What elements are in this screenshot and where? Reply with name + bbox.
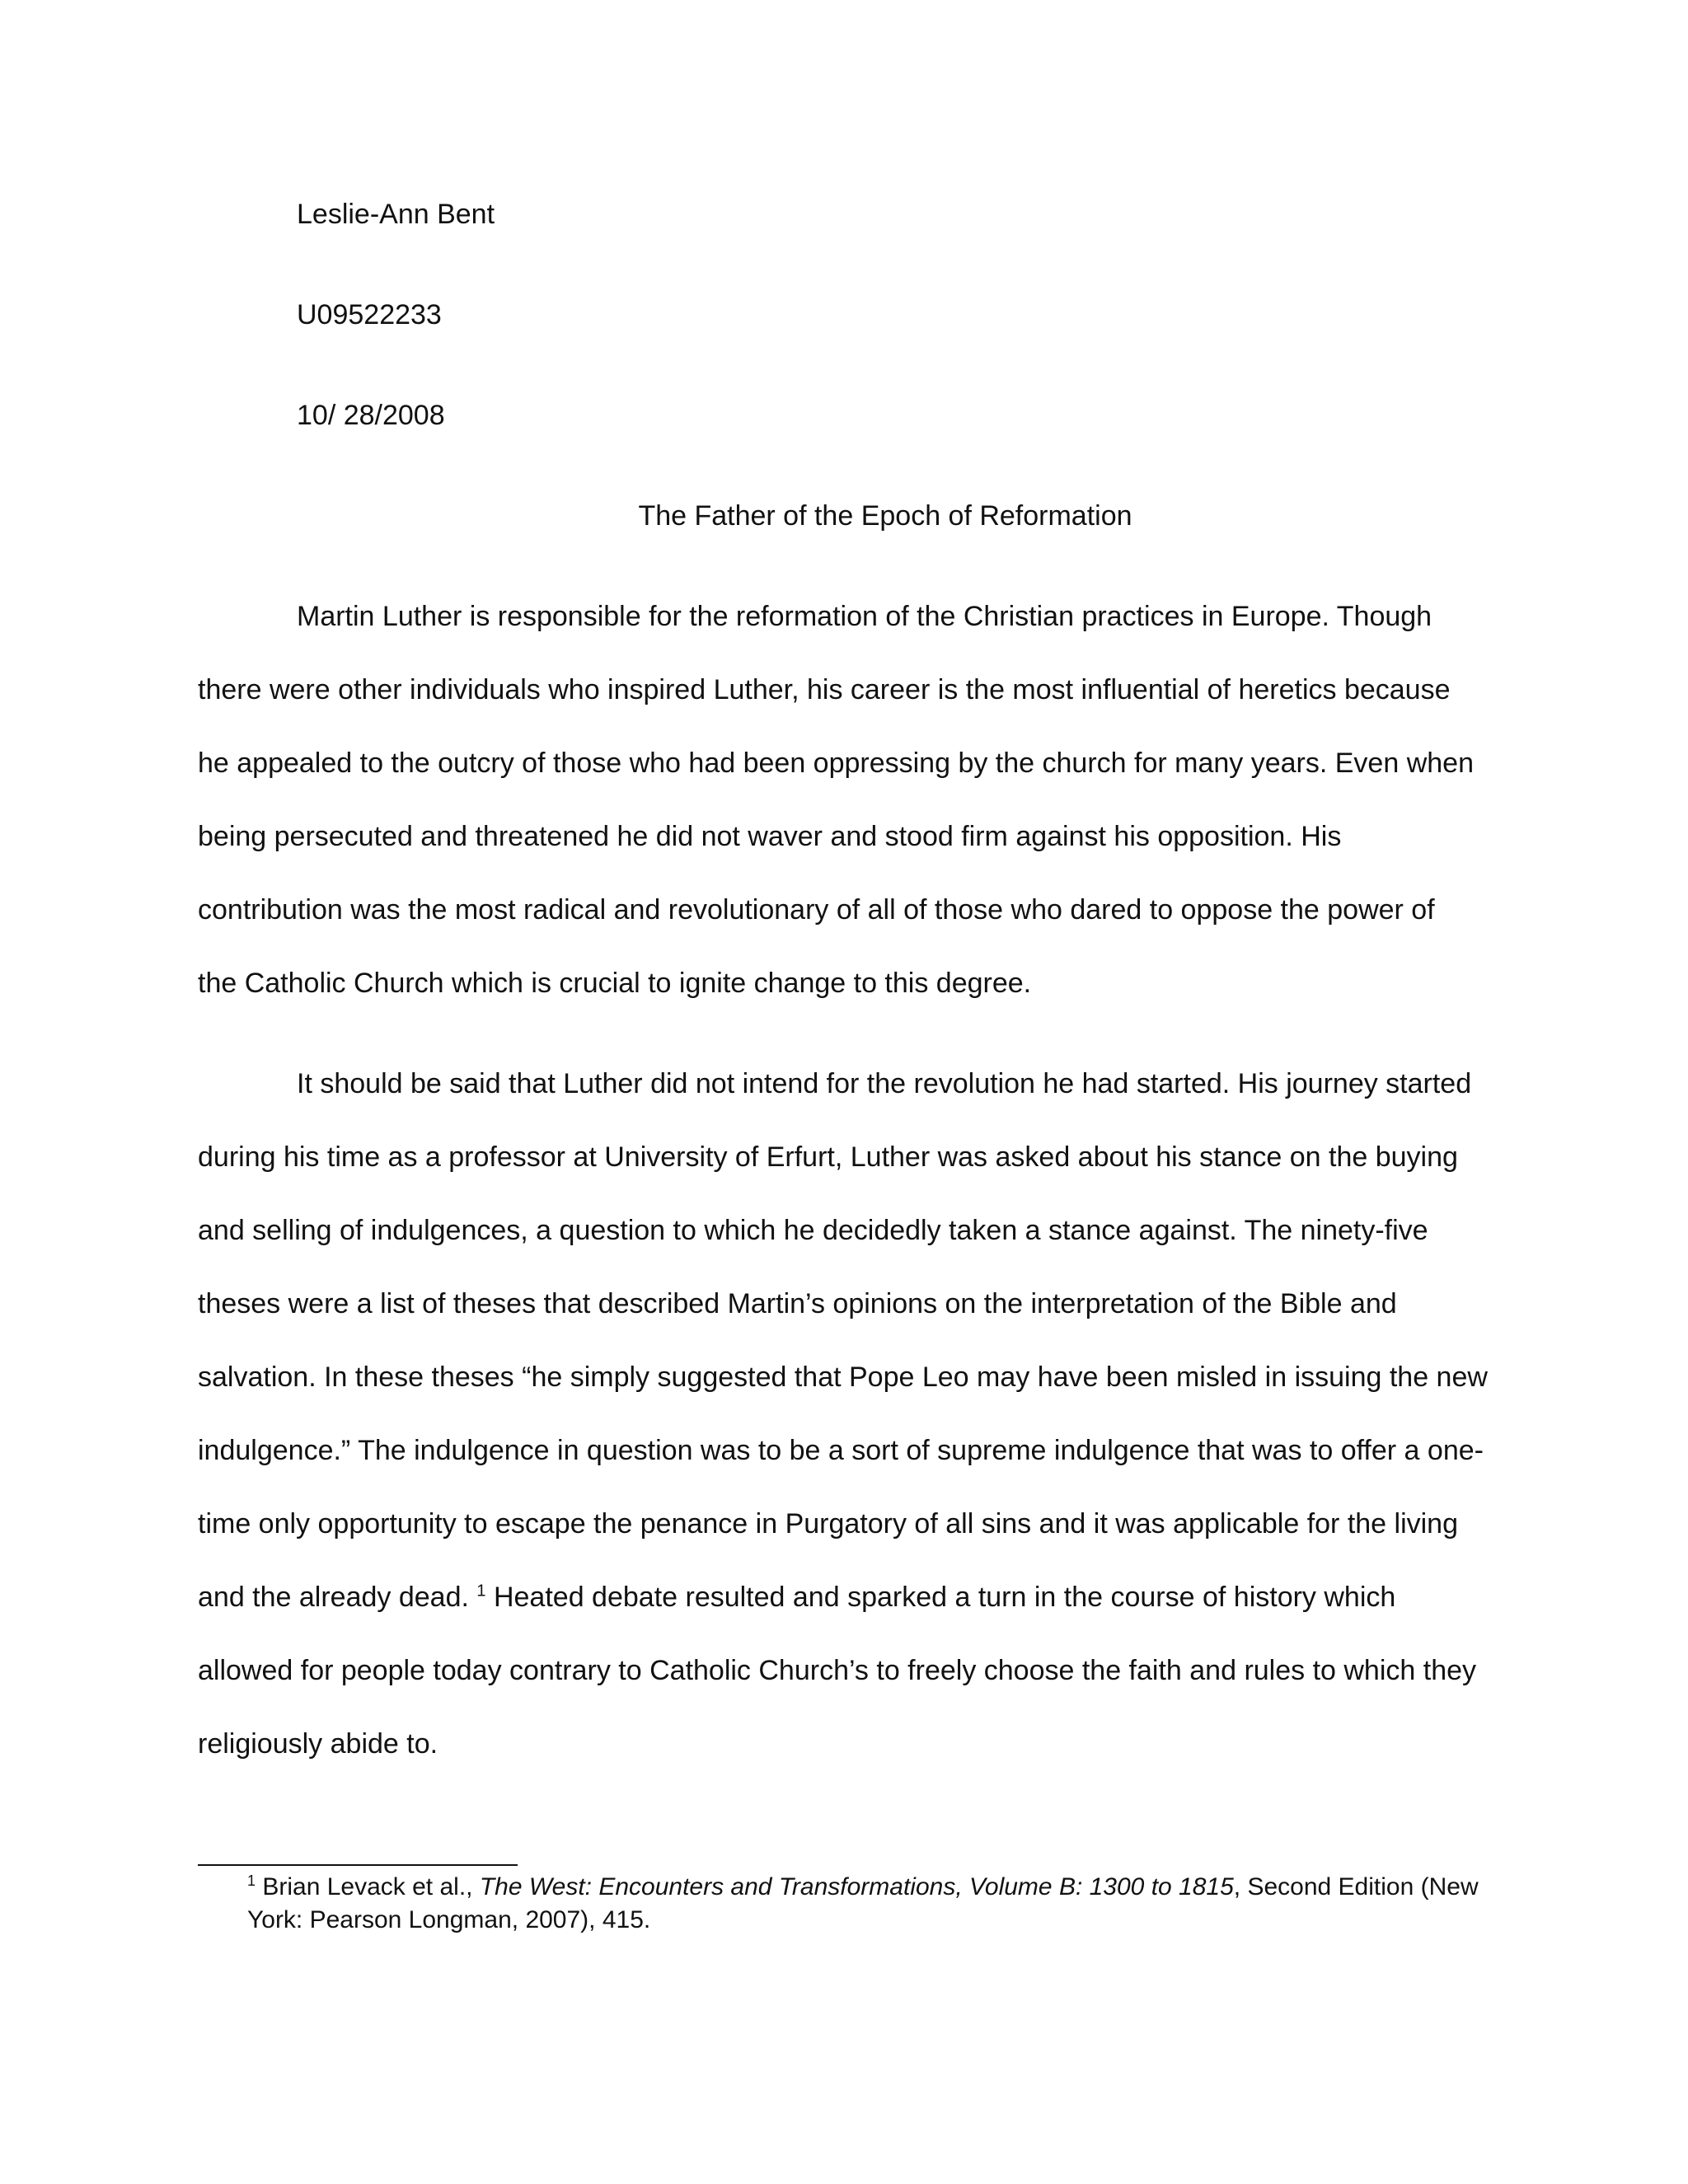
footnote-number: 1: [247, 1872, 256, 1889]
footnote-lead: Brian Levack et al.,: [262, 1873, 473, 1900]
footnote-book-title: The West: Encounters and Transformations, Volume B: 1300 to 1815: [479, 1873, 1234, 1900]
paragraph-1-line-1: Martin Luther is responsible for the reformation of the Christian practices in Europe. Though: [297, 601, 1432, 632]
footnote-line-2: York: Pearson Longman, 2007), 415.: [247, 1906, 651, 1933]
footnote-divider: [198, 1864, 518, 1866]
paragraph-2-line-8-text: and the already dead.: [198, 1582, 469, 1613]
author-name: Leslie-Ann Bent: [297, 199, 495, 230]
paragraph-2-line-1: It should be said that Luther did not intend for the revolution he had started. His journey started: [297, 1068, 1472, 1099]
paragraph-2-line-2: during his time as a professor at University of Erfurt, Luther was asked about his stance on the buying: [198, 1141, 1458, 1173]
document-title: The Father of the Epoch of Reformation: [638, 500, 1132, 532]
paragraph-1-line-5: contribution was the most radical and revolutionary of all of those who dared to oppose the power of: [198, 894, 1435, 926]
footnote-line-1: [247, 1871, 1492, 1904]
paragraph-2-line-3: and selling of indulgences, a question to which he decidedly taken a stance against. The ninety-five: [198, 1215, 1428, 1246]
paragraph-2-line-5: salvation. In these theses “he simply suggested that Pope Leo may have been misled in issuing the new: [198, 1361, 1488, 1393]
paragraph-1-line-2: there were other individuals who inspired Luther, his career is the most influential of heretics because: [198, 674, 1451, 705]
paragraph-2-line-9: allowed for people today contrary to Catholic Church’s to freely choose the faith and rules to which they: [198, 1655, 1477, 1686]
student-id: U09522233: [297, 299, 442, 330]
paragraph-2-line-6: indulgence.” The indulgence in question was to be a sort of supreme indulgence that was to offer a one-: [198, 1435, 1484, 1466]
paragraph-2-line-10: religiously abide to.: [198, 1728, 438, 1760]
paragraph-2-line-8-continuation: Heated debate resulted and sparked a turn in the course of history which: [493, 1582, 1396, 1613]
footnote-reference[interactable]: 1: [476, 1582, 486, 1601]
paragraph-1-line-3: he appealed to the outcry of those who had been oppressing by the church for many years. Even when: [198, 748, 1474, 779]
document-date: 10/ 28/2008: [297, 400, 445, 431]
footnote-tail: , Second Edition (New: [1233, 1873, 1479, 1900]
paragraph-1-line-6: the Catholic Church which is crucial to ignite change to this degree.: [198, 968, 1032, 999]
paragraph-2-line-4: theses were a list of theses that described Martin’s opinions on the interpretation of the Bible and: [198, 1288, 1397, 1319]
paragraph-1-line-4: being persecuted and threatened he did not waver and stood firm against his opposition. His: [198, 821, 1342, 852]
paragraph-2-line-8: [198, 1579, 1484, 1615]
paragraph-2-line-7: time only opportunity to escape the penance in Purgatory of all sins and it was applicable for the living: [198, 1508, 1459, 1540]
